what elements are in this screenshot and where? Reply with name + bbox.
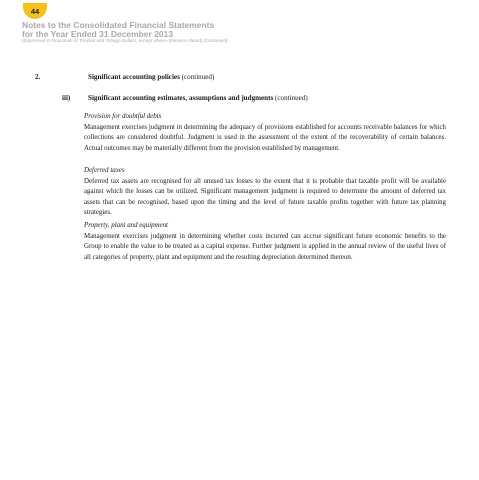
paragraph-heading: Property, plant and equipment [84, 222, 168, 229]
section-title: Significant accounting policies [88, 73, 180, 81]
paragraph-text: Management exercises judgment in determining the adequacy of provisions established for accounts receivable balances for which collections are considered doubtful. Judgment is used in the assessment of the extent of the recoverability of certain balances. Actual outcomes may be materially different from the provision established by management. [84, 123, 446, 152]
paragraph-deferred-taxes [84, 166, 446, 219]
subsection-title: Significant accounting estimates, assumptions and judgments [88, 94, 274, 102]
page-header [22, 21, 228, 44]
header-title-line2: for the Year Ended 31 December 2013 [22, 28, 174, 39]
section-title-suffix: (continued) [179, 73, 215, 81]
page-number-badge [23, 3, 47, 19]
subsection-heading [88, 94, 308, 102]
section-number: 2. [35, 73, 41, 81]
page-number: 44 [30, 6, 40, 16]
paragraph-heading: Provision for doubtful debts [84, 113, 162, 120]
paragraph-property-plant-equipment [84, 221, 446, 263]
subsection-title-suffix: (continued) [273, 94, 308, 102]
section-heading [88, 73, 214, 81]
paragraph-text: Deferred tax assets are recognised for all unused tax losses to the extent that it is probable that taxable profit will be available against which the losses can be utilized. Significant management judgment is required to determine the amount of deferred tax assets that can be recognised, based upon the timing and the level of future taxable profits together with future tax planning strategies. [84, 177, 446, 217]
paragraph-heading: Deferred taxes [84, 167, 125, 174]
paragraph-doubtful-debts [84, 112, 446, 154]
header-subtitle: (Expressed in thousands of Trinidad and Tobago Dollars, except where otherwise stated) (Continued) [22, 38, 228, 44]
paragraph-text: Management exercises judgment in determining whether costs incurred can accrue significant future economic benefits to the Group to enable the value to be treated as a capital expense. Further judgment is applied in the annual review of the useful lives of all categories of property, plant and equipment and the resulting depreciation determined thereon. [84, 232, 446, 261]
subsection-number: iii) [62, 94, 71, 102]
header-title-line1: Notes to the Consolidated Financial Statements [22, 20, 215, 30]
